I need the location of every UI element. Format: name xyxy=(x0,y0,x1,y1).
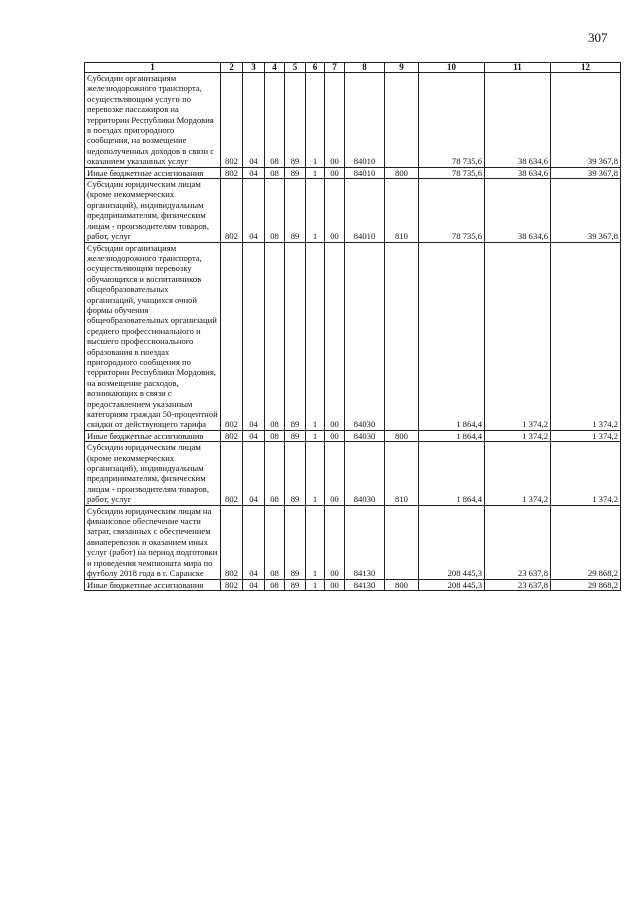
table-row xyxy=(85,167,621,178)
code-cell: 08 xyxy=(265,242,285,430)
code-cell: 00 xyxy=(325,430,345,441)
code-cell: 1 xyxy=(306,73,325,168)
code-cell: 1 xyxy=(306,167,325,178)
code-cell: 84030 xyxy=(345,442,385,505)
amount-cell: 78 735,6 xyxy=(419,73,485,168)
amount-cell: 78 735,6 xyxy=(419,179,485,242)
amount-cell: 38 634,6 xyxy=(485,167,551,178)
amount-cell: 1 864,4 xyxy=(419,430,485,441)
code-cell: 84030 xyxy=(345,242,385,430)
code-cell: 08 xyxy=(265,579,285,590)
col-header: 4 xyxy=(265,63,285,73)
code-cell: 84010 xyxy=(345,179,385,242)
code-cell: 00 xyxy=(325,505,345,579)
amount-cell: 1 374,2 xyxy=(551,242,621,430)
code-cell: 84130 xyxy=(345,505,385,579)
amount-cell: 1 374,2 xyxy=(485,430,551,441)
code-cell: 04 xyxy=(243,430,265,441)
amount-cell: 78 735,6 xyxy=(419,167,485,178)
row-name: Субсидии юридическим лицам (кроме некоммерческих организаций), индивидуальным предпринимателям, физическим лицам - производителям товаров, работ, услуг xyxy=(85,442,221,505)
amount-cell: 38 634,6 xyxy=(485,73,551,168)
code-cell: 00 xyxy=(325,242,345,430)
code-cell: 800 xyxy=(385,430,419,441)
code-cell: 04 xyxy=(243,179,265,242)
code-cell: 810 xyxy=(385,179,419,242)
code-cell: 1 xyxy=(306,505,325,579)
budget-table xyxy=(84,62,621,591)
code-cell: 08 xyxy=(265,179,285,242)
code-cell: 802 xyxy=(221,242,243,430)
code-cell: 1 xyxy=(306,442,325,505)
code-cell xyxy=(385,242,419,430)
table-row xyxy=(85,442,621,505)
code-cell: 802 xyxy=(221,442,243,505)
table-row xyxy=(85,179,621,242)
table-row xyxy=(85,242,621,430)
code-cell: 04 xyxy=(243,242,265,430)
code-cell: 802 xyxy=(221,73,243,168)
amount-cell: 1 374,2 xyxy=(485,242,551,430)
page-number: 307 xyxy=(588,30,608,45)
code-cell: 800 xyxy=(385,167,419,178)
amount-cell: 29 868,2 xyxy=(551,579,621,590)
row-name: Иные бюджетные ассигнования xyxy=(85,167,221,178)
code-cell: 802 xyxy=(221,505,243,579)
code-cell: 84010 xyxy=(345,167,385,178)
table-row xyxy=(85,430,621,441)
code-cell: 802 xyxy=(221,167,243,178)
code-cell: 08 xyxy=(265,73,285,168)
code-cell: 84010 xyxy=(345,73,385,168)
code-cell: 00 xyxy=(325,179,345,242)
amount-cell: 1 374,2 xyxy=(551,442,621,505)
col-header: 10 xyxy=(419,63,485,73)
table-row xyxy=(85,505,621,579)
row-name: Субсидии юридическим лицам на финансовое обеспечение части затрат, связанных с обеспечением авиаперевозок и оказанием иных услуг (работ) на период подготовки и проведения чемпионата мира по футболу 2018 года в г. Саранске xyxy=(85,505,221,579)
code-cell: 1 xyxy=(306,430,325,441)
amount-cell: 208 445,3 xyxy=(419,505,485,579)
code-cell: 89 xyxy=(285,430,306,441)
code-cell: 08 xyxy=(265,505,285,579)
code-cell: 08 xyxy=(265,167,285,178)
col-header: 5 xyxy=(285,63,306,73)
code-cell: 04 xyxy=(243,167,265,178)
code-cell: 04 xyxy=(243,579,265,590)
col-header: 1 xyxy=(85,63,221,73)
code-cell: 04 xyxy=(243,442,265,505)
col-header: 8 xyxy=(345,63,385,73)
col-header: 12 xyxy=(551,63,621,73)
code-cell xyxy=(385,73,419,168)
code-cell: 04 xyxy=(243,505,265,579)
code-cell: 00 xyxy=(325,73,345,168)
row-name: Иные бюджетные ассигнования xyxy=(85,430,221,441)
amount-cell: 208 445,3 xyxy=(419,579,485,590)
amount-cell: 23 637,8 xyxy=(485,505,551,579)
amount-cell: 1 374,2 xyxy=(551,430,621,441)
code-cell: 00 xyxy=(325,579,345,590)
code-cell: 00 xyxy=(325,442,345,505)
code-cell: 810 xyxy=(385,442,419,505)
code-cell: 1 xyxy=(306,242,325,430)
code-cell: 89 xyxy=(285,242,306,430)
code-cell: 89 xyxy=(285,73,306,168)
code-cell: 802 xyxy=(221,430,243,441)
code-cell: 89 xyxy=(285,442,306,505)
col-header: 11 xyxy=(485,63,551,73)
col-header: 2 xyxy=(221,63,243,73)
row-name: Субсидии юридическим лицам (кроме некоммерческих организаций), индивидуальным предпринимателям, физическим лицам - производителям товаров, работ, услуг xyxy=(85,179,221,242)
code-cell: 800 xyxy=(385,579,419,590)
header-row xyxy=(85,63,621,73)
col-header: 9 xyxy=(385,63,419,73)
amount-cell: 39 367,8 xyxy=(551,179,621,242)
col-header: 3 xyxy=(243,63,265,73)
table-row xyxy=(85,579,621,590)
amount-cell: 39 367,8 xyxy=(551,167,621,178)
code-cell: 04 xyxy=(243,73,265,168)
col-header: 7 xyxy=(325,63,345,73)
code-cell: 1 xyxy=(306,179,325,242)
code-cell: 08 xyxy=(265,442,285,505)
col-header: 6 xyxy=(306,63,325,73)
amount-cell: 29 868,2 xyxy=(551,505,621,579)
amount-cell: 38 634,6 xyxy=(485,179,551,242)
table-row xyxy=(85,73,621,168)
code-cell: 802 xyxy=(221,179,243,242)
amount-cell: 23 637,8 xyxy=(485,579,551,590)
code-cell: 1 xyxy=(306,579,325,590)
code-cell: 08 xyxy=(265,430,285,441)
amount-cell: 39 367,8 xyxy=(551,73,621,168)
code-cell: 00 xyxy=(325,167,345,178)
code-cell: 89 xyxy=(285,167,306,178)
code-cell: 802 xyxy=(221,579,243,590)
code-cell: 84030 xyxy=(345,430,385,441)
code-cell: 89 xyxy=(285,579,306,590)
row-name: Субсидии организациям железнодорожного транспорта, осуществляющим услуги по перевозке пассажиров на территории Республики Мордовия в поездах пригородного сообщения, на возмещение недополученных доходов в связи с оказанием указанных услуг xyxy=(85,73,221,168)
amount-cell: 1 864,4 xyxy=(419,242,485,430)
code-cell: 84130 xyxy=(345,579,385,590)
row-name: Иные бюджетные ассигнования xyxy=(85,579,221,590)
row-name: Субсидии организациям железнодорожного транспорта, осуществляющим перевозку обучающихся и воспитанников общеобразовательных организаций, учащихся очной формы обучения общеобразовательных организаций среднего профессионального и высшего профессионального образования в поездах пригородного сообщения по территории Республики Мордовия, на возмещение расходов, возникающих в связи с предоставлением указанным категориям граждан 50-процентной скидки от действующего тарифа xyxy=(85,242,221,430)
amount-cell: 1 374,2 xyxy=(485,442,551,505)
code-cell xyxy=(385,505,419,579)
amount-cell: 1 864,4 xyxy=(419,442,485,505)
code-cell: 89 xyxy=(285,179,306,242)
code-cell: 89 xyxy=(285,505,306,579)
